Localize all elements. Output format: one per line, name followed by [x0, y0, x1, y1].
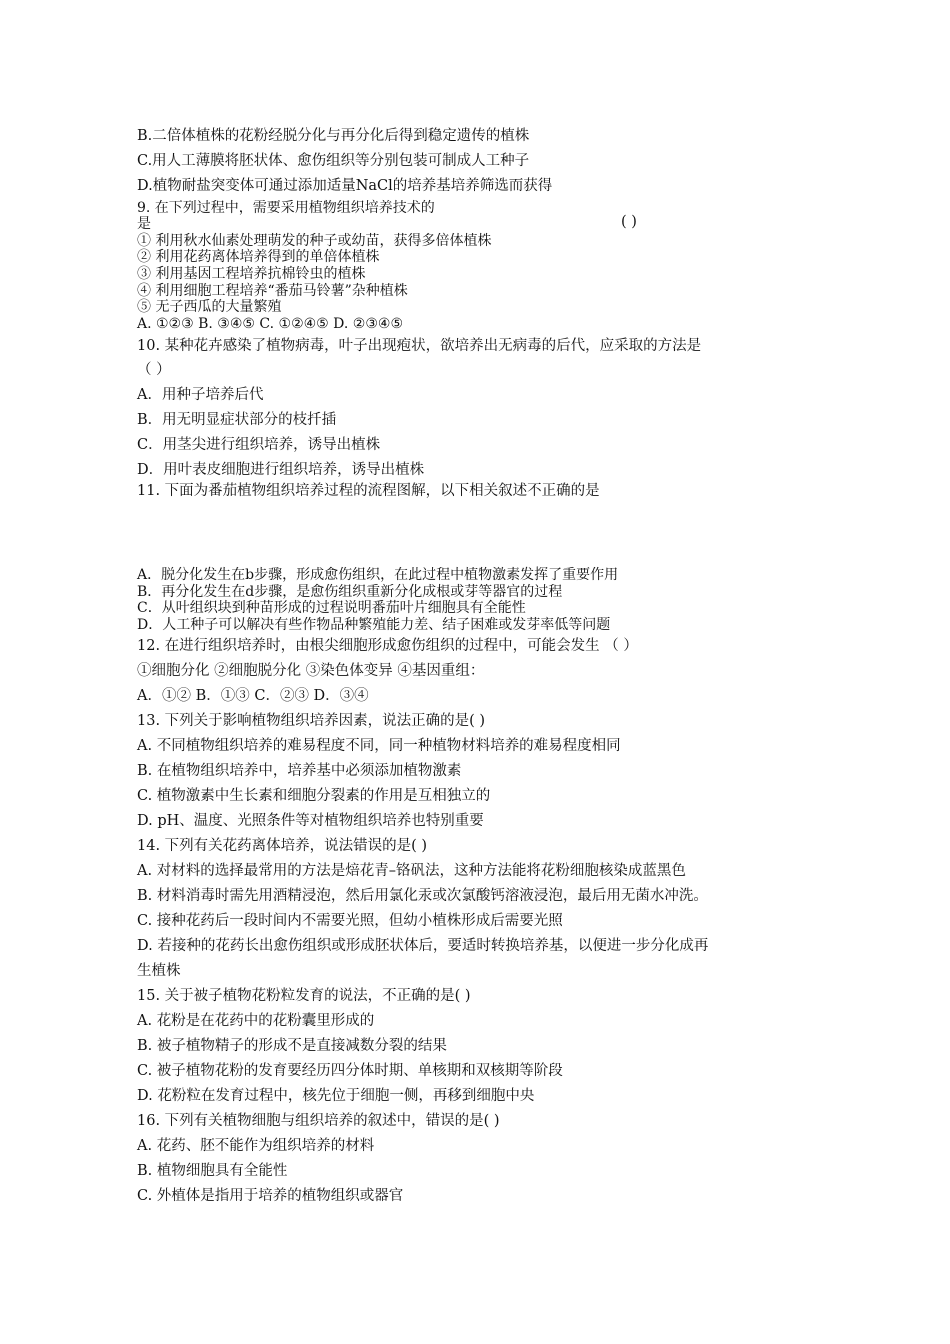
q11-option-b: B．再分化发生在d步骤，是愈伤组织重新分化成根或芽等器官的过程: [137, 584, 563, 600]
q10-stem: 10. 某种花卉感染了植物病毒，叶子出现疱状，欲培养出无病毒的后代，应采取的方法是: [137, 338, 702, 354]
q16-option-b: B. 植物细胞具有全能性: [137, 1163, 288, 1179]
q10-option-d: D．用叶表皮细胞进行组织培养，诱导出植株: [137, 462, 425, 478]
q11-option-c: C．从叶组织块到种苗形成的过程说明番茄叶片细胞具有全能性: [137, 600, 526, 616]
q10-option-a: A．用种子培养后代: [137, 387, 264, 403]
q13-option-b: B. 在植物组织培养中，培养基中必须添加植物激素: [137, 763, 462, 779]
q15-option-d: D. 花粉粒在发育过程中，核先位于细胞一侧，再移到细胞中央: [137, 1088, 535, 1104]
q10-option-c: C．用茎尖进行组织培养，诱导出植株: [137, 437, 381, 453]
q14-option-d: D. 若接种的花药长出愈伤组织或形成胚状体后，要适时转换培养基，以便进一步分化成再: [137, 938, 709, 954]
q8-option-b: B.二倍体植株的花粉经脱分化与再分化后得到稳定遗传的植株: [137, 128, 530, 144]
q14-option-b: B. 材料消毒时需先用酒精浸泡，然后用氯化汞或次氯酸钙溶液浸泡，最后用无菌水冲洗。: [137, 888, 708, 904]
q16-option-a: A. 花药、胚不能作为组织培养的材料: [137, 1138, 375, 1154]
q9-stem: 9. 在下列过程中，需要采用植物组织培养技术的: [137, 200, 435, 216]
q15-option-a: A. 花粉是在花药中的花粉囊里形成的: [137, 1013, 375, 1029]
q9-answer-bracket: ( ): [621, 214, 637, 230]
q9-item-2: ② 利用花药离体培养得到的单倍体植株: [137, 249, 380, 265]
q12-options: A．①② B．①③ C．②③ D．③④: [137, 688, 369, 704]
q11-option-d: D．人工种子可以解决有些作物品种繁殖能力差、结子困难或发芽率低等问题: [137, 617, 611, 633]
q9-item-1: ① 利用秋水仙素处理萌发的种子或幼苗，获得多倍体植株: [137, 233, 492, 249]
q13-stem: 13. 下列关于影响植物组织培养因素，说法正确的是( ): [137, 713, 486, 729]
q14-stem: 14. 下列有关花药离体培养，说法错误的是( ): [137, 838, 428, 854]
q14-option-a: A. 对材料的选择最常用的方法是焙花青–铬矾法，这种方法能将花粉细胞核染成蓝黑色: [137, 863, 686, 879]
q9-item-4: ④ 利用细胞工程培养“番茄马铃薯”杂种植株: [137, 283, 408, 299]
q15-stem: 15. 关于被子植物花粉粒发育的说法，不正确的是( ): [137, 988, 471, 1004]
q10-option-b: B．用无明显症状部分的枝扦插: [137, 412, 337, 428]
q12-stem: 12. 在进行组织培养时，由根尖细胞形成愈伤组织的过程中，可能会发生 （ ）: [137, 638, 638, 654]
q15-option-b: B. 被子植物精子的形成不是直接减数分裂的结果: [137, 1038, 447, 1054]
q9-stem-cont: 是: [137, 216, 151, 232]
q8-option-d: D.植物耐盐突变体可通过添加适量NaCl的培养基培养筛选而获得: [137, 178, 553, 194]
q10-answer-bracket: （ ）: [137, 362, 171, 378]
q11-option-a: A．脱分化发生在b步骤，形成愈伤组织，在此过程中植物激素发挥了重要作用: [137, 567, 619, 583]
q8-option-c: C.用人工薄膜将胚状体、愈伤组织等分别包装可制成人工种子: [137, 153, 530, 169]
q9-options: A. ①②③ B. ③④⑤ C. ①②④⑤ D. ②③④⑤: [137, 316, 403, 332]
q16-stem: 16. 下列有关植物细胞与组织培养的叙述中，错误的是( ): [137, 1113, 500, 1129]
q14-option-d-cont: 生植株: [137, 963, 181, 979]
q14-option-c: C. 接种花药后一段时间内不需要光照，但幼小植株形成后需要光照: [137, 913, 563, 929]
q16-option-c: C. 外植体是指用于培养的植物组织或器官: [137, 1188, 404, 1204]
q13-option-c: C. 植物激素中生长素和细胞分裂素的作用是互相独立的: [137, 788, 491, 804]
q9-item-3: ③ 利用基因工程培养抗棉铃虫的植株: [137, 266, 366, 282]
q11-stem: 11. 下面为番茄植物组织培养过程的流程图解，以下相关叙述不正确的是: [137, 483, 600, 499]
q13-option-d: D. pH、温度、光照条件等对植物组织培养也特别重要: [137, 813, 484, 829]
q15-option-c: C. 被子植物花粉的发育要经历四分体时期、单核期和双核期等阶段: [137, 1063, 563, 1079]
q12-items: ①细胞分化 ②细胞脱分化 ③染色体变异 ④基因重组：: [137, 663, 485, 679]
q13-option-a: A. 不同植物组织培养的难易程度不同，同一种植物材料培养的难易程度相同: [137, 738, 621, 754]
q9-item-5: ⑤ 无子西瓜的大量繁殖: [137, 299, 282, 315]
